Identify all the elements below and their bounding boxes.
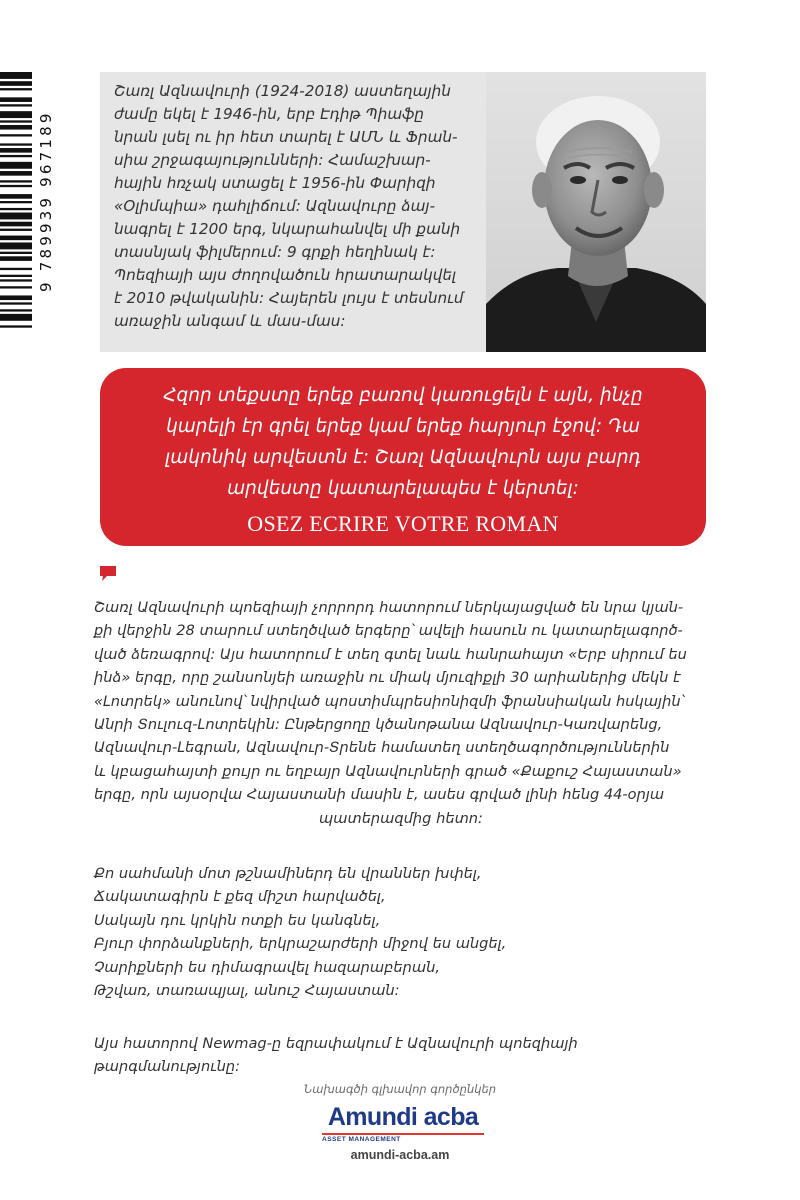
sponsor-logo	[318, 1102, 488, 1144]
quote-line: լակոնիկ արվեստն է: Շառլ Ազնավուրն այս բարդ	[165, 447, 641, 468]
poem-line: Չարիքների ես դիմագրավել հազարաբերան,	[94, 958, 440, 976]
barcode-bar	[0, 155, 32, 157]
isbn-number: 9 789939 967189	[37, 110, 55, 292]
bio-line: սիա շրջագայությունների: Համաշխար-	[114, 151, 431, 169]
poem-excerpt	[94, 862, 708, 1002]
bio-line: «Օլիմպիա» դահլիճում: Ազնավուրը ձայ-	[114, 197, 436, 215]
bio-line: է 2010 թվականին: Հայերեն լույս է տեսնում	[114, 289, 464, 307]
barcode-bar	[0, 279, 32, 281]
logo-red-rule	[322, 1133, 484, 1135]
description-line: և կբացահայտի քույր ու եղբայր Ազնավուրների գրած «Քաքուշ Հայաստան»	[94, 762, 682, 780]
barcode-bar	[0, 309, 32, 311]
sponsor-logo-subtitle: ASSET MANAGEMENT	[322, 1136, 401, 1143]
barcode-bar	[0, 295, 32, 300]
portrait-illustration	[486, 72, 706, 352]
barcode-bar	[0, 162, 32, 169]
barcode-bar	[0, 180, 32, 182]
barcode-bar	[0, 81, 32, 86]
barcode-bar	[0, 275, 32, 277]
poem-line: Բյուր փորձանքների, երկրաշարժերի միջով ես անցել,	[94, 935, 507, 953]
barcode-bar	[0, 201, 32, 203]
quote-line: արվեստը կատարելապես է կերտել:	[227, 478, 579, 499]
bio-line: ժամը եկել է 1946-ին, երբ Էդիթ Պիաֆը	[114, 105, 424, 123]
speech-bubble-icon	[100, 566, 116, 581]
barcode-bar	[0, 125, 32, 130]
featured-quote-box	[100, 368, 706, 546]
barcode-bar	[0, 213, 32, 220]
sponsor-url: amundi-acba.am	[350, 1148, 450, 1162]
bio-line: նագրել է 1200 երգ, նկարահանվել մի քանի	[114, 220, 461, 238]
bio-line: տասնյակ ֆիլմերում: 9 գրքի հեղինակ է:	[114, 243, 436, 261]
barcode-bar	[0, 229, 32, 231]
barcode-bar	[0, 171, 32, 176]
poem-line: Ճակատագիրն է քեզ միշտ հարվածել,	[94, 888, 386, 906]
description-line: պատերազմից հետո:	[319, 809, 483, 827]
description-line: Շառլ Ազնավուրի պոեզիայի չորրորդ հատորում ներկայացված են նրա կյան-	[94, 599, 684, 616]
description-line: ինձ» երգը, որը շանսոնյեի առաջին ու միակ մյուզիքլի 30 արիաներից մեկն է	[94, 669, 681, 687]
description-line: երգը, որն այսօրվա Հայաստանի մասին է, ասես գրված լինի հենց 44-օրյա	[94, 786, 665, 804]
quote-line: կարելի էր գրել երեք կամ երեք հարյուր էջով: Դա	[166, 416, 640, 437]
barcode-bar	[0, 88, 32, 90]
barcode-bar	[0, 325, 32, 327]
bio-line: հային հռչակ ստացել է 1956-ին Փարիզի	[114, 174, 436, 192]
bio-line: Շառլ Ազնավուրի (1924-2018) աստեղային	[114, 82, 451, 100]
barcode-bar	[0, 143, 32, 145]
description-line: Անրի Տուլուզ-Լոտրեկին: Ընթերցողը կծանոթանա Ազնավուր-Կառվարենց,	[94, 716, 663, 734]
barcode-bar	[0, 256, 32, 261]
barcode-bar	[0, 104, 32, 106]
barcode-bar	[0, 97, 32, 102]
description-line: ված ձեռագրով: Այս հատորում է տեղ գտել նաև հանրահայտ «Երբ սիրում ես	[94, 645, 687, 663]
quote-source: OSEZ ECRIRE VOTRE ROMAN	[247, 511, 559, 536]
volume-description	[94, 596, 708, 830]
sponsor-logo-name: Amundi acba	[327, 1103, 479, 1131]
barcode-bar	[0, 314, 32, 321]
barcode-bar	[0, 242, 32, 249]
barcode-bar	[0, 185, 32, 187]
barcode-bar	[0, 194, 32, 199]
quote-line: Հզոր տեքստը երեք բառով կառուցելն է այն, ինչը	[163, 385, 643, 406]
description-line: քի վերջին 28 տարում ստեղծված երգերը՝ ավելի հասուն ու կատարելագործ-	[94, 622, 683, 640]
barcode-bar	[0, 236, 32, 241]
bio-line: Պոեզիայի այս ժողովածուն հրատարակվել	[114, 266, 457, 284]
quote-text	[124, 380, 682, 504]
barcode-bar	[0, 72, 32, 79]
barcode-bar	[0, 111, 32, 118]
description-line: «Լոտրեկ» անունով՝ նվիրված պոստիմպրեսիոնիզմի ֆրանսիական հսկային՝	[94, 692, 685, 710]
bio-line: նրան լսել ու իր հետ տարել է ԱՄՆ և Ֆրան-	[114, 128, 458, 146]
barcode-bar	[0, 134, 32, 136]
barcode-bars	[0, 72, 32, 330]
barcode-bar	[0, 120, 32, 122]
closing-note: Այս հատորով Newmag-ը եզրափակում է Ազնավուրի պոեզիայի թարգմանությունը:	[94, 1035, 578, 1076]
poem-line: Քո սահմանի մոտ թշնամիներդ են վրաններ խփել,	[94, 865, 482, 882]
barcode-bar	[0, 148, 32, 153]
author-bio-text	[114, 80, 482, 333]
isbn-barcode	[0, 72, 56, 330]
poem-line: Թշվառ, տառապյալ, անուշ Հայաստան:	[94, 982, 400, 1000]
barcode-bar	[0, 268, 32, 270]
barcode-bar	[0, 208, 32, 210]
bio-line: առաջին անգամ և մաս-մաս:	[114, 312, 346, 330]
poem-line: Սակայն դու կրկին ոտքի ես կանգնել,	[94, 911, 381, 929]
author-portrait-photo	[486, 72, 706, 352]
sponsor-label: Նախագծի գլխավոր գործընկեր	[303, 1082, 497, 1096]
barcode-bar	[0, 222, 32, 227]
barcode-bar	[0, 286, 32, 288]
barcode-bar	[0, 252, 32, 254]
author-bio-panel	[100, 72, 706, 352]
barcode-bar	[0, 302, 32, 304]
description-line: Ազնավուր-Լեգրան, Ազնավուր-Տրենե համատեղ ստեղծագործություններին	[94, 739, 670, 757]
